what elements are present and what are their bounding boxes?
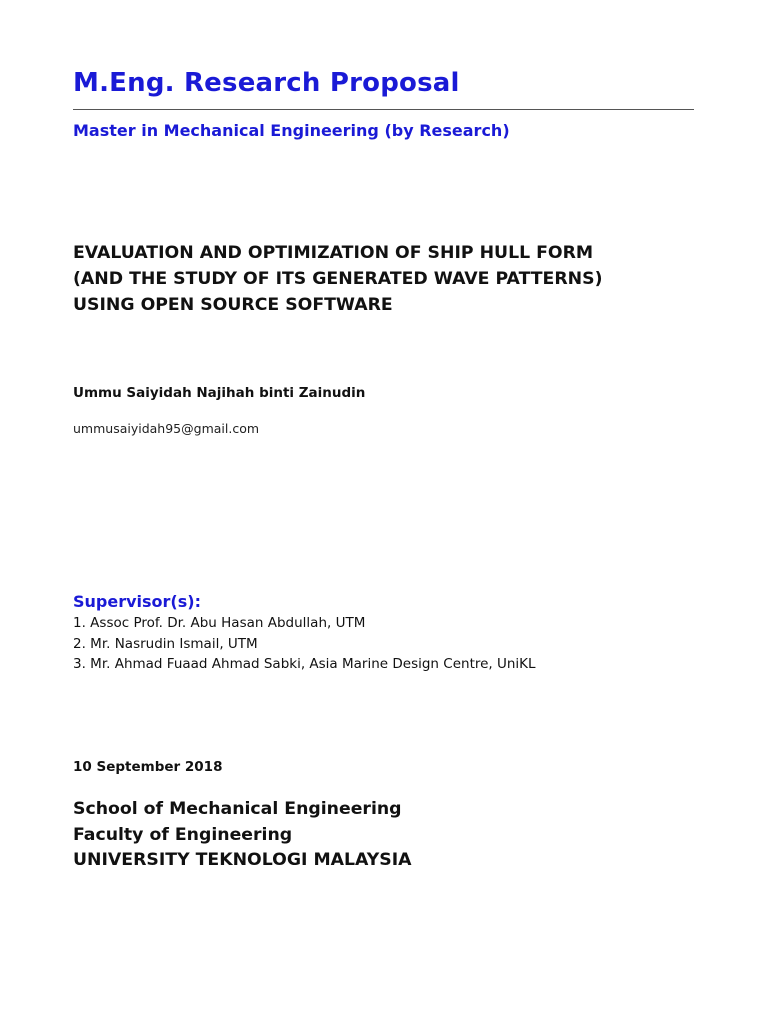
institution-block [73,797,412,874]
institution-line: School of Mechanical Engineering [73,799,402,819]
author-name: Ummu Saiyidah Najihah binti Zainudin [73,385,366,401]
supervisors-heading: Supervisor(s): [73,592,201,611]
institution-line: UNIVERSITY TEKNOLOGI MALAYSIA [73,850,412,870]
proposal-title [73,240,602,318]
proposal-title-line: USING OPEN SOURCE SOFTWARE [73,295,393,315]
proposal-title-line: EVALUATION AND OPTIMIZATION OF SHIP HULL FORM [73,243,594,263]
supervisor-item: 1. Assoc Prof. Dr. Abu Hasan Abdullah, UTM [73,615,366,631]
author-email: ummusaiyidah95@gmail.com [73,421,260,436]
supervisor-item: 2. Mr. Nasrudin Ismail, UTM [73,635,258,652]
supervisor-item: 3. Mr. Ahmad Fuaad Ahmad Sabki, Asia Marine Design Centre, UniKL [73,656,536,672]
institution-line: Faculty of Engineering [73,824,293,845]
supervisors-list [73,613,536,675]
document-title: M.Eng. Research Proposal [73,68,460,98]
program-subtitle: Master in Mechanical Engineering (by Research) [73,121,510,140]
title-divider [73,109,694,110]
proposal-date: 10 September 2018 [73,759,223,775]
proposal-title-line: (AND THE STUDY OF ITS GENERATED WAVE PATTERNS) [73,269,603,289]
